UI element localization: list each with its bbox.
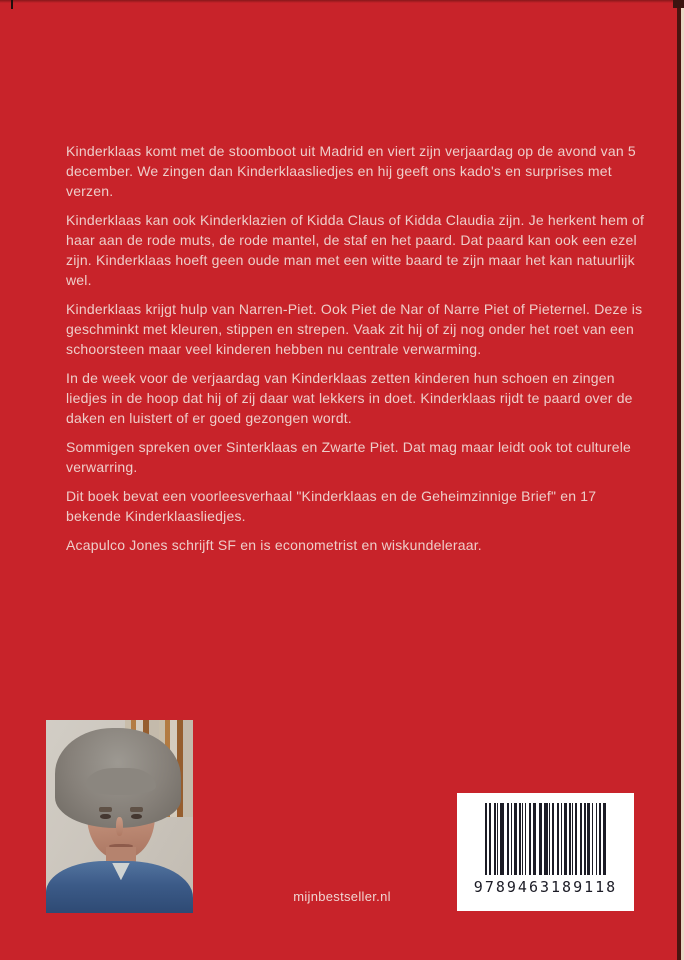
blurb	[66, 141, 648, 564]
blurb-paragraph: Dit boek bevat een voorleesverhaal "Kinderklaas en de Geheimzinnige Brief" en 17 bekende Kinderklaasliedjes.	[66, 488, 597, 524]
barcode-bars	[469, 803, 622, 875]
barcode-number: 9789463189118	[473, 878, 618, 896]
author-photo	[46, 720, 193, 913]
barcode-bar	[603, 803, 606, 875]
blurb-paragraph: Kinderklaas krijgt hulp van Narren-Piet. Ook Piet de Nar of Narre Piet of Pieternel. Deze is geschminkt met kleuren, stippen en strepen. Vaak zit hij of zij nog onder het roet van een schoorsteen maar veel kinderen hebben nu centrale verwarming.	[66, 301, 643, 357]
barcode	[457, 793, 634, 911]
author-eyebrow-left	[99, 807, 112, 812]
author-eyebrow-right	[130, 807, 143, 812]
author-eye-left	[100, 814, 110, 820]
blurb-paragraph: In de week voor de verjaardag van Kinderklaas zetten kinderen hun schoen en zingen liedjes in de hoop dat hij of zij daar wat lekkers in doet. Kinderklaas rijdt te paard over de daken en luistert of er goed gezongen wordt.	[66, 370, 633, 426]
top-edge-shadow	[0, 0, 684, 3]
blurb-paragraph: Acapulco Jones schrijft SF en is econometrist en wiskundeleraar.	[66, 537, 482, 553]
publisher-site-label: mijnbestseller.nl	[293, 889, 391, 904]
blurb-paragraph: Kinderklaas kan ook Kinderklazien of Kidda Claus of Kidda Claudia zijn. Je herkent hem of haar aan de rode muts, de rode mantel, de staf en het paard. Dat paard kan ook een ezel zijn. Kinderklaas hoeft geen oude man met een witte baard te zijn maar het kan natuurlijk wel.	[66, 212, 645, 288]
author-nose	[116, 817, 123, 836]
crop-mark	[11, 0, 13, 9]
blurb-paragraph: Sommigen spreken over Sinterklaas en Zwarte Piet. Dat mag maar leidt ook tot culturele verwarring.	[66, 439, 632, 475]
author-hair-fringe	[86, 768, 157, 795]
top-right-corner-shadow	[673, 0, 684, 8]
author-eye-right	[131, 814, 141, 820]
blurb-paragraph: Kinderklaas komt met de stoomboot uit Madrid en viert zijn verjaardag op de avond van 5 december. We zingen dan Kinderklaasliedjes en hij geeft ons kado's en surprises met verzen.	[66, 143, 636, 199]
